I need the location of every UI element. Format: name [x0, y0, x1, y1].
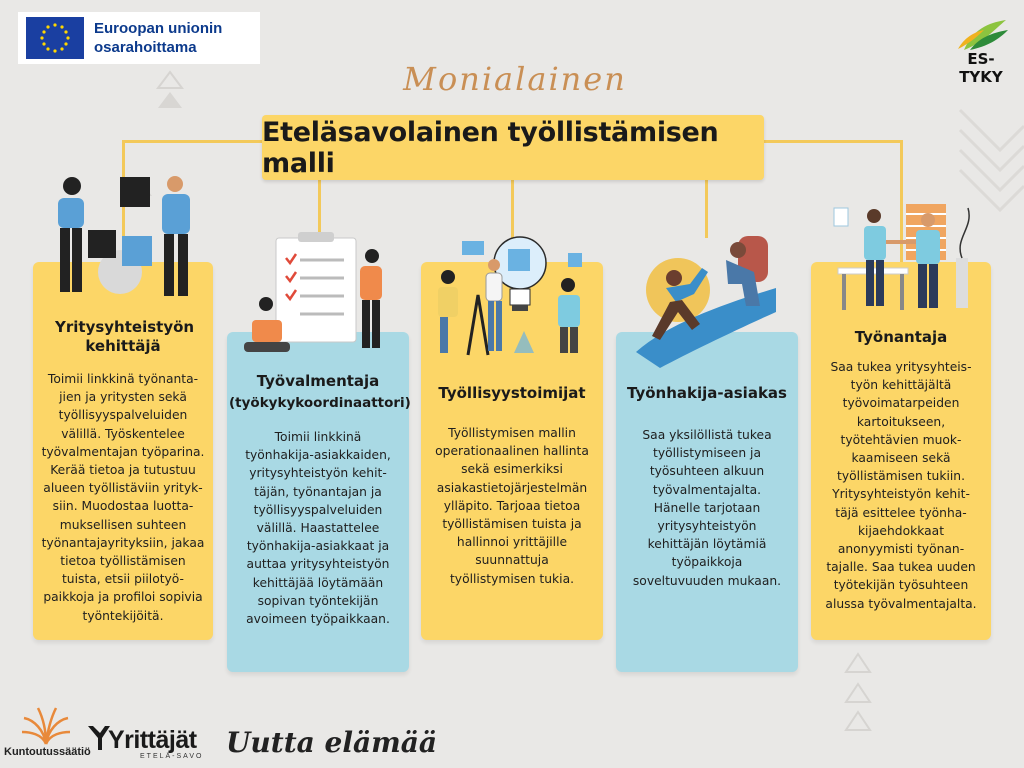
kuntoutussaatio-logo-text: Kuntoutussäätiö	[4, 746, 91, 758]
card-title: Työvalmentaja	[256, 372, 380, 390]
card-body: Saa tukea yritysyhteis- työn kehittäjältä työvoimatarpeiden kartoitukseen, työtehtävien muok- kaamiseen sekä työllistämisen tukiin. Yritysyhteistyön kehit- täjä esittelee työnha- kijaehdokkaat anonyymisti työnan- tajalle. Saa tukea uuden työtekijän työsuhteen alussa työvalmentajalta.	[825, 360, 977, 611]
card-tyonhakija-asiakas	[616, 332, 798, 672]
checklist-illustration-icon	[240, 232, 400, 357]
card-title: Työllisyystoimijat	[438, 384, 586, 402]
lightbulb-team-illustration-icon	[428, 235, 598, 360]
connector-line-2	[318, 178, 321, 236]
card-title: Työnhakija-asiakas	[627, 384, 787, 402]
card-body: Toimii linkkinä työnanta- jien ja yritysten sekä työllisyyspalveluiden välillä. Työskentelee työvalmentajan työparina. Kerää tietoa ja tutustuu alueen työllistäviin yrityk- siin. Muodostaa luotta- muksellisen suhteen työnantajayrityksiin, jakaa tietoa työllistämisen tuista, etsii piilotyö- paikkoja ja profiloi sopivia työntekijöitä.	[41, 372, 205, 623]
yrittajat-logo-text: Yrittäjät	[108, 726, 197, 754]
connector-line-right-h	[762, 140, 902, 143]
card-tyonantaja	[811, 262, 991, 640]
page-title: Eteläsavolainen työllistämisen malli	[262, 116, 719, 179]
card-yritysyhteistyon-kehittaja	[33, 262, 213, 640]
yrittajat-region-text: ETELÄ-SAVO	[140, 753, 204, 760]
people-puzzle-illustration-icon	[40, 172, 210, 307]
handshake-office-illustration-icon	[824, 198, 984, 318]
page-title-box	[262, 115, 764, 180]
card-title: Yritysyhteistyön kehittäjä	[55, 318, 195, 355]
kuntoutussaatio-logo-icon	[20, 706, 72, 746]
uutta-elamaa-logo-text: Uutta elämää	[226, 726, 438, 759]
yrittajat-logo-icon	[88, 724, 110, 750]
card-title: Työnantaja	[854, 328, 948, 346]
card-body: Työllistymisen mallin operationaalinen hallinta sekä esimerkiksi asiakastietojärjestelmän ylläpito. Tarjoaa tietoa työllistämisen tuista ja hallinnoi yrittäjille suunnattuja työllistymisen tukia.	[435, 426, 589, 586]
eu-funding-logo	[18, 12, 260, 64]
card-body: Saa yksilöllistä tukea työllistymiseen ja työsuhteen alkuun työvalmentajalta. Hänelle tarjotaan yritysyhteistyön kehittäjän löytämiä työpaikkoja soveltuvuuden mukaan.	[632, 428, 782, 588]
connector-line-3	[511, 178, 514, 240]
helping-hand-illustration-icon	[630, 232, 780, 372]
card-subtitle: (työkykykoordinaattori)	[229, 395, 411, 411]
eu-funding-label: Euroopan unionin osarahoittama	[94, 20, 223, 56]
card-body: Toimii linkkinä työnhakija-asiakkaiden, yritysyhteistyön kehit- täjän, työnantajan ja työllisyyspalveluiden välillä. Haastattelee työnhakija-asiakkaat ja auttaa yritysyhteistyön kehittäjää löytämään sopivan työntekijän avoimeen työpaikkaan.	[245, 430, 391, 627]
es-tyky-logo-text: ES-TYKY	[959, 50, 1003, 86]
eu-flag-icon	[26, 17, 84, 59]
connector-line-4	[705, 178, 708, 238]
subtitle-script: Monialainen	[403, 60, 627, 98]
card-tyovalmentaja	[227, 332, 409, 672]
connector-line-left-h	[122, 140, 264, 143]
